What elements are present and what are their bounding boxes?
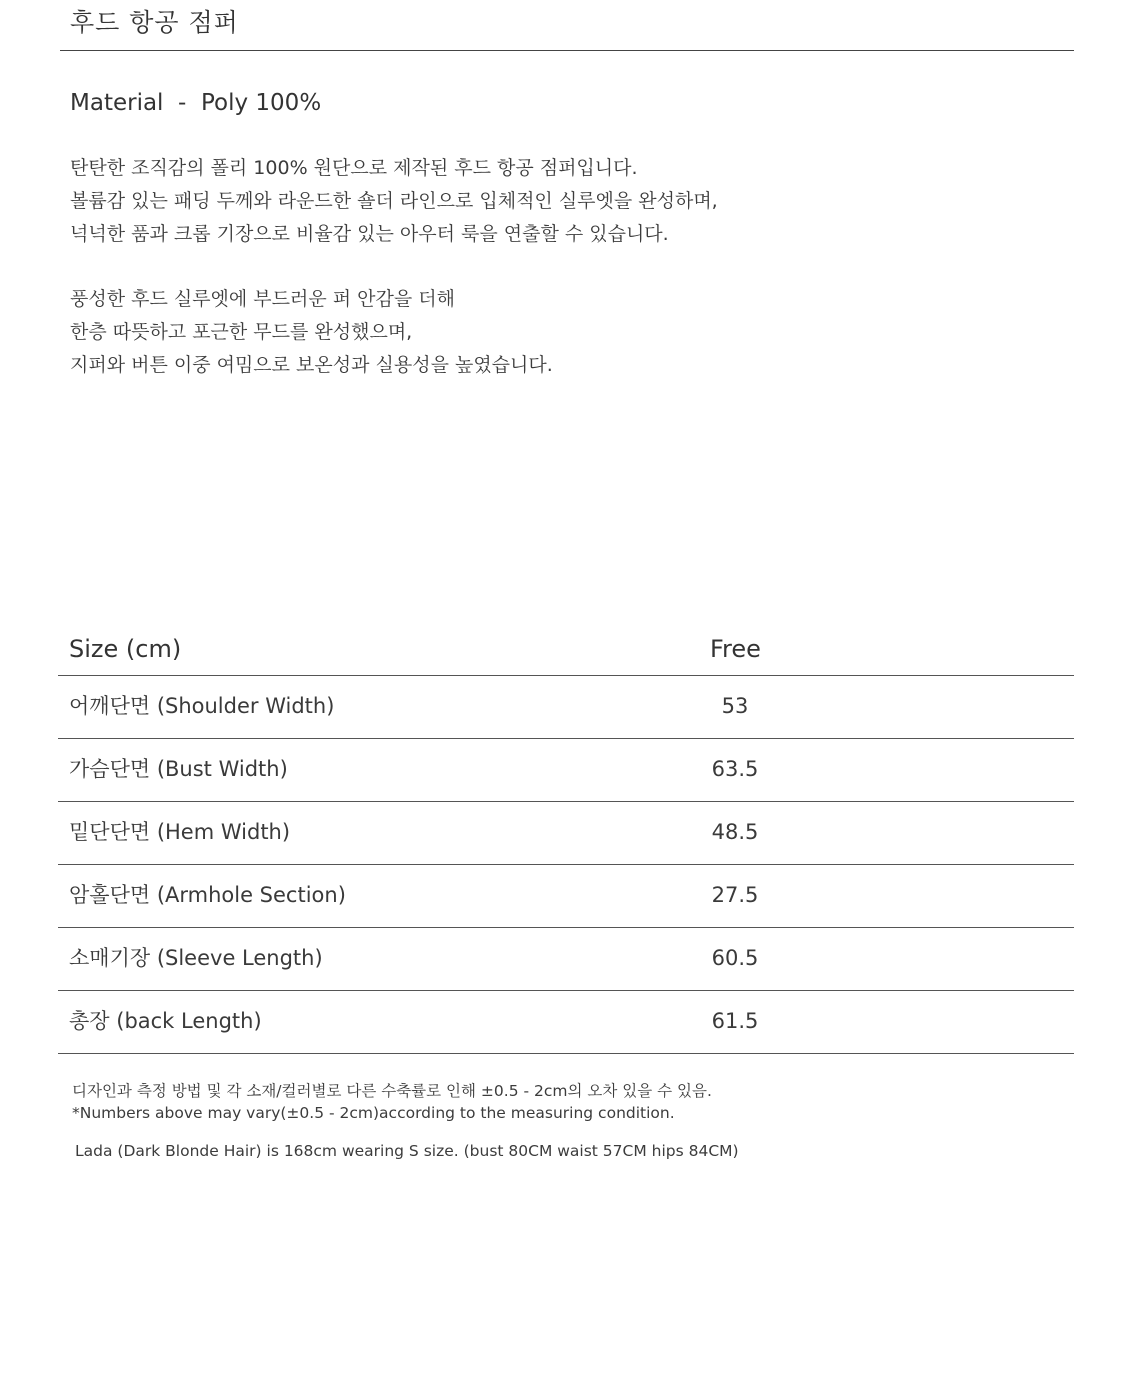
description-paragraph-2: [70, 283, 553, 382]
description-paragraph-1: [70, 152, 718, 251]
size-table-header: [58, 618, 1074, 676]
size-notes: [72, 1080, 739, 1162]
title-divider: [60, 50, 1074, 51]
model-info-note: Lada (Dark Blonde Hair) is 168cm wearing S size. (bust 80CM waist 57CM hips 84CM): [75, 1142, 739, 1160]
size-row-value: 63.5: [711, 757, 759, 781]
size-row-value: 48.5: [711, 820, 759, 844]
description-line: 지퍼와 버튼 이중 여밈으로 보온성과 실용성을 높였습니다.: [70, 354, 553, 376]
size-row-label: 가슴단면 (Bust Width): [69, 757, 288, 781]
size-row-value: 53: [721, 694, 749, 718]
description-line: 볼륨감 있는 패딩 두께와 라운드한 숄더 라인으로 입체적인 실루엣을 완성하며,: [70, 190, 718, 212]
size-row-label: 밑단단면 (Hem Width): [69, 820, 291, 844]
table-row: [58, 865, 1074, 928]
tolerance-note-korean: 디자인과 측정 방법 및 각 소재/컬러별로 다른 수축률로 인해 ±0.5 - 2cm의 오차 있을 수 있음.: [72, 1082, 712, 1100]
size-row-value: 27.5: [711, 883, 759, 907]
table-row: [58, 991, 1074, 1054]
size-table: [58, 618, 1074, 1054]
size-header-value: Free: [710, 635, 761, 663]
size-row-value: 61.5: [711, 1009, 759, 1033]
size-header-label: Size (cm): [69, 635, 182, 663]
table-row: [58, 928, 1074, 991]
size-row-value: 60.5: [711, 946, 759, 970]
size-row-label: 소매기장 (Sleeve Length): [69, 946, 323, 970]
table-row: [58, 676, 1074, 739]
tolerance-note-english: *Numbers above may vary(±0.5 - 2cm)according to the measuring condition.: [72, 1104, 675, 1122]
product-title: 후드 항공 점퍼: [70, 8, 239, 37]
description-line: 풍성한 후드 실루엣에 부드러운 퍼 안감을 더해: [70, 288, 455, 310]
description-line: 탄탄한 조직감의 폴리 100% 원단으로 제작된 후드 항공 점퍼입니다.: [70, 157, 638, 179]
size-row-label: 총장 (back Length): [69, 1009, 262, 1033]
table-row: [58, 802, 1074, 865]
size-row-label: 어깨단면 (Shoulder Width): [69, 694, 335, 718]
description-line: 한층 따뜻하고 포근한 무드를 완성했으며,: [70, 321, 413, 343]
description-line: 넉넉한 품과 크롭 기장으로 비율감 있는 아우터 룩을 연출할 수 있습니다.: [70, 223, 669, 245]
size-row-label: 암홀단면 (Armhole Section): [69, 883, 346, 907]
material-info: Material - Poly 100%: [70, 90, 322, 116]
table-row: [58, 739, 1074, 802]
